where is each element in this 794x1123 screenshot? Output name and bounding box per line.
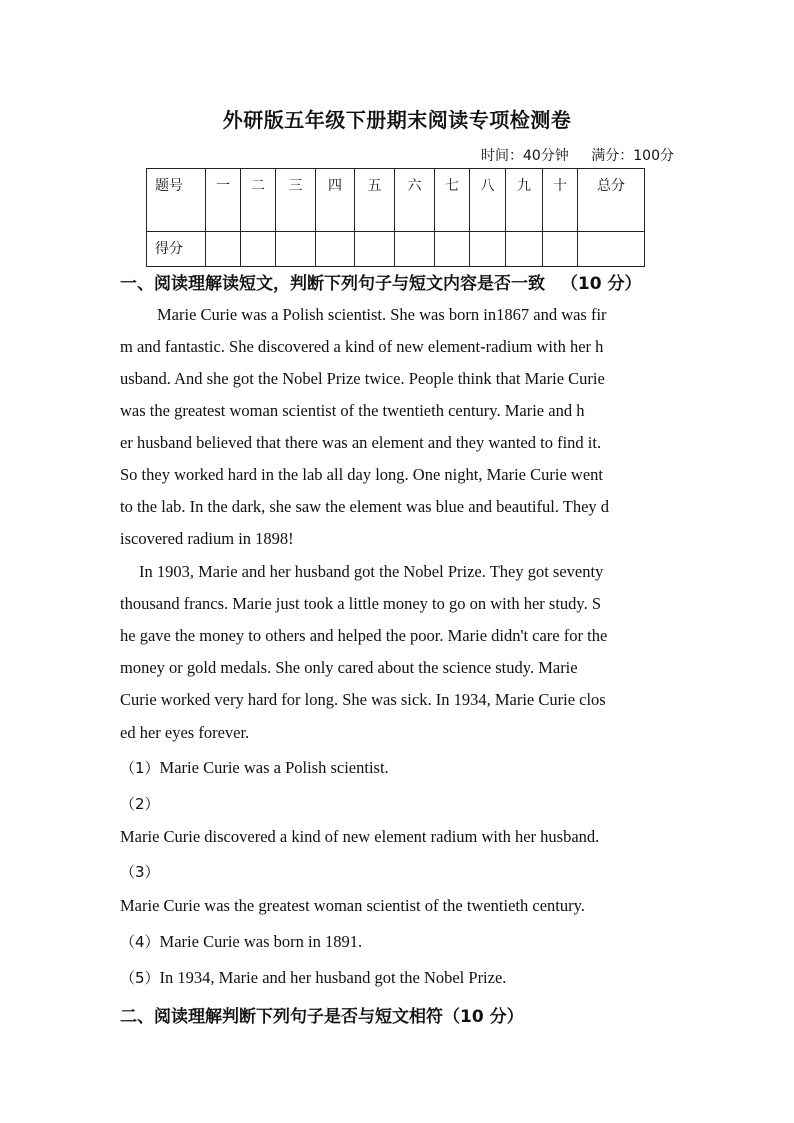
score-cell[interactable] xyxy=(276,232,316,267)
question-text: Marie Curie was the greatest woman scientist of the twentieth century. xyxy=(120,896,585,915)
passage-line: was the greatest woman scientist of the twentieth century. Marie and h xyxy=(120,401,585,420)
question-number: （5） xyxy=(120,969,160,987)
column-header: 九 xyxy=(506,169,543,232)
passage-line: ed her eyes forever. xyxy=(120,723,250,742)
time-limit: 时间：40分钟 xyxy=(480,148,569,164)
full-score: 满分：100分 xyxy=(591,148,674,164)
column-header: 一 xyxy=(206,169,241,232)
passage-line: usband. And she got the Nobel Prize twice. People think that Marie Curie xyxy=(120,369,605,388)
question-text: Marie Curie was born in 1891. xyxy=(159,932,363,951)
column-header: 四 xyxy=(316,169,355,232)
passage-line: Marie Curie was a Polish scientist. She was born in1867 and was fir xyxy=(157,305,607,324)
passage-line: money or gold medals. She only cared about the science study. Marie xyxy=(120,658,578,677)
score-cell[interactable] xyxy=(241,232,276,267)
score-table xyxy=(146,168,645,267)
question-number: （3） xyxy=(120,863,160,881)
column-header: 二 xyxy=(241,169,276,232)
score-cell[interactable] xyxy=(316,232,355,267)
question-text: Marie Curie was a Polish scientist. xyxy=(159,758,389,777)
column-header: 十 xyxy=(543,169,578,232)
score-label: 得分 xyxy=(147,232,206,267)
passage-line: So they worked hard in the lab all day long. One night, Marie Curie went xyxy=(120,465,603,484)
column-header: 五 xyxy=(355,169,395,232)
section1-heading xyxy=(120,269,642,294)
question-item xyxy=(120,931,362,952)
passage-line: m and fantastic. She discovered a kind of new element-radium with her h xyxy=(120,337,604,356)
column-header: 七 xyxy=(435,169,470,232)
question-number-label: 题号 xyxy=(147,169,206,232)
section2-points: （10 分） xyxy=(443,1007,524,1027)
page-title: 外研版五年级下册期末阅读专项检测卷 xyxy=(222,108,572,132)
question-number: （4） xyxy=(120,933,160,951)
question-item xyxy=(120,827,599,847)
exam-meta xyxy=(481,145,674,165)
section1-points: （10 分） xyxy=(560,274,642,294)
question-number: （1） xyxy=(120,759,160,777)
total-header: 总分 xyxy=(578,169,645,232)
question-number: （2） xyxy=(120,795,160,813)
passage-line: thousand francs. Marie just took a little money to go on with her study. S xyxy=(120,594,602,613)
score-cell[interactable] xyxy=(470,232,506,267)
score-cell[interactable] xyxy=(395,232,435,267)
question-item xyxy=(120,896,585,916)
passage-line: In 1903, Marie and her husband got the Nobel Prize. They got seventy xyxy=(139,562,604,581)
score-cell[interactable] xyxy=(543,232,578,267)
passage-line: he gave the money to others and helped the poor. Marie didn't care for the xyxy=(120,626,608,645)
passage-line: to the lab. In the dark, she saw the element was blue and beautiful. They d xyxy=(120,497,610,516)
passage-line: iscovered radium in 1898! xyxy=(120,529,294,548)
section2-title: 二、阅读理解判断下列句子是否与短文相符 xyxy=(120,1007,443,1027)
total-score-cell[interactable] xyxy=(578,232,645,267)
column-header: 三 xyxy=(276,169,316,232)
score-cell[interactable] xyxy=(506,232,543,267)
question-item xyxy=(120,861,160,882)
score-cell[interactable] xyxy=(206,232,241,267)
passage-line: Curie worked very hard for long. She was sick. In 1934, Marie Curie clos xyxy=(120,690,606,709)
question-item xyxy=(120,793,160,814)
question-text: Marie Curie discovered a kind of new element radium with her husband. xyxy=(120,827,600,846)
column-header: 八 xyxy=(470,169,506,232)
column-header: 六 xyxy=(395,169,435,232)
question-text: In 1934, Marie and her husband got the Nobel Prize. xyxy=(159,968,507,987)
section1-title: 一、阅读理解读短文，判断下列句子与短文内容是否一致 xyxy=(120,274,545,294)
section2-heading xyxy=(120,1002,524,1027)
score-cell[interactable] xyxy=(435,232,470,267)
score-cell[interactable] xyxy=(355,232,395,267)
passage-line: er husband believed that there was an element and they wanted to find it. xyxy=(120,433,602,452)
question-item xyxy=(120,757,389,778)
question-item xyxy=(120,967,506,988)
